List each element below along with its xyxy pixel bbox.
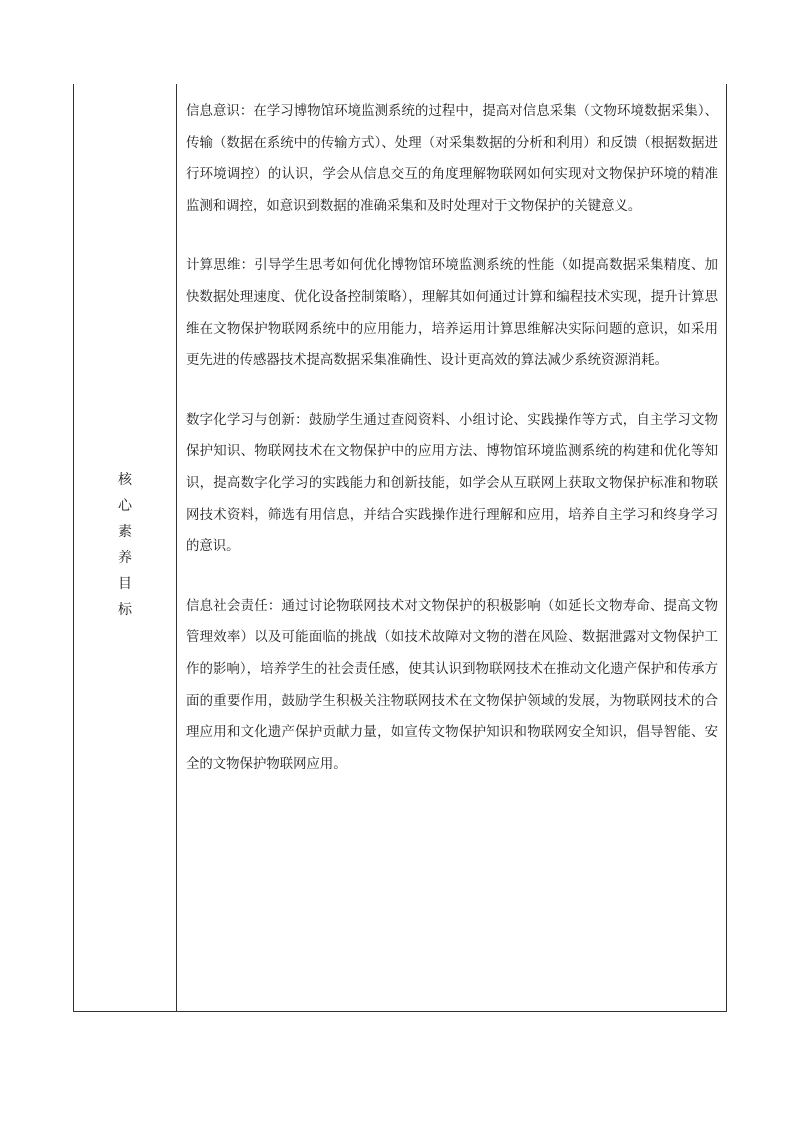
paragraph-social-responsibility: 信息社会责任：通过讨论物联网技术对文物保护的积极影响（如延长文物寿命、提高文物管理效率）以及可能面临的挑战（如技术故障对文物的潜在风险、数据泄露对文物保护工作的影响），培养学生的社会责任感，使其认识到物联网技术在推动文化遗产保护和传承方面的重要作用，鼓励学生积极关注物联网技术在文物保护领域的发展，为物联网技术的合理应用和文化遗产保护贡献力量，如宣传文物保护知识和物联网安全知识，倡导智能、安全的文物保护物联网应用。	[186, 598, 718, 772]
row-label-cell	[74, 84, 177, 1011]
row-label-char: 目	[118, 576, 132, 592]
row-label-char: 心	[118, 498, 132, 514]
row-label-char: 核	[118, 472, 132, 488]
objectives-table	[73, 84, 727, 1012]
paragraph-information-awareness: 信息意识：在学习博物馆环境监测系统的过程中，提高对信息采集（文物环境数据采集）、传输（数据在系统中的传输方式）、处理（对采集数据的分析和利用）和反馈（根据数据进行环境调控）的认识，学会从信息交互的角度理解物联网如何实现对文物保护环境的精准监测和调控，如意识到数据的准确采集和及时处理对于文物保护的关键意义。	[186, 104, 718, 214]
paragraph-digital-learning-innovation: 数字化学习与创新：鼓励学生通过查阅资料、小组讨论、实践操作等方式，自主学习文物保护知识、物联网技术在文物保护中的应用方法、博物馆环境监测系统的构建和优化等知识，提高数字化学习的实践能力和创新技能，如学会从互联网上获取文物保护标准和物联网技术资料，筛选有用信息，并结合实践操作进行理解和应用，培养自主学习和终身学习的意识。	[186, 412, 718, 555]
content-cell	[177, 84, 726, 1011]
row-label-char: 标	[118, 602, 132, 618]
row-label	[74, 467, 176, 623]
row-label-char: 养	[118, 550, 132, 566]
paragraph-computational-thinking: 计算思维：引导学生思考如何优化博物馆环境监测系统的性能（如提高数据采集精度、加快数据处理速度、优化设备控制策略），理解其如何通过计算和编程技术实现，提升计算思维在文物保护物联网系统中的应用能力，培养运用计算思维解决实际问题的意识，如采用更先进的传感器技术提高数据采集准确性、设计更高效的算法减少系统资源消耗。	[186, 258, 718, 369]
row-label-char: 素	[118, 524, 132, 540]
